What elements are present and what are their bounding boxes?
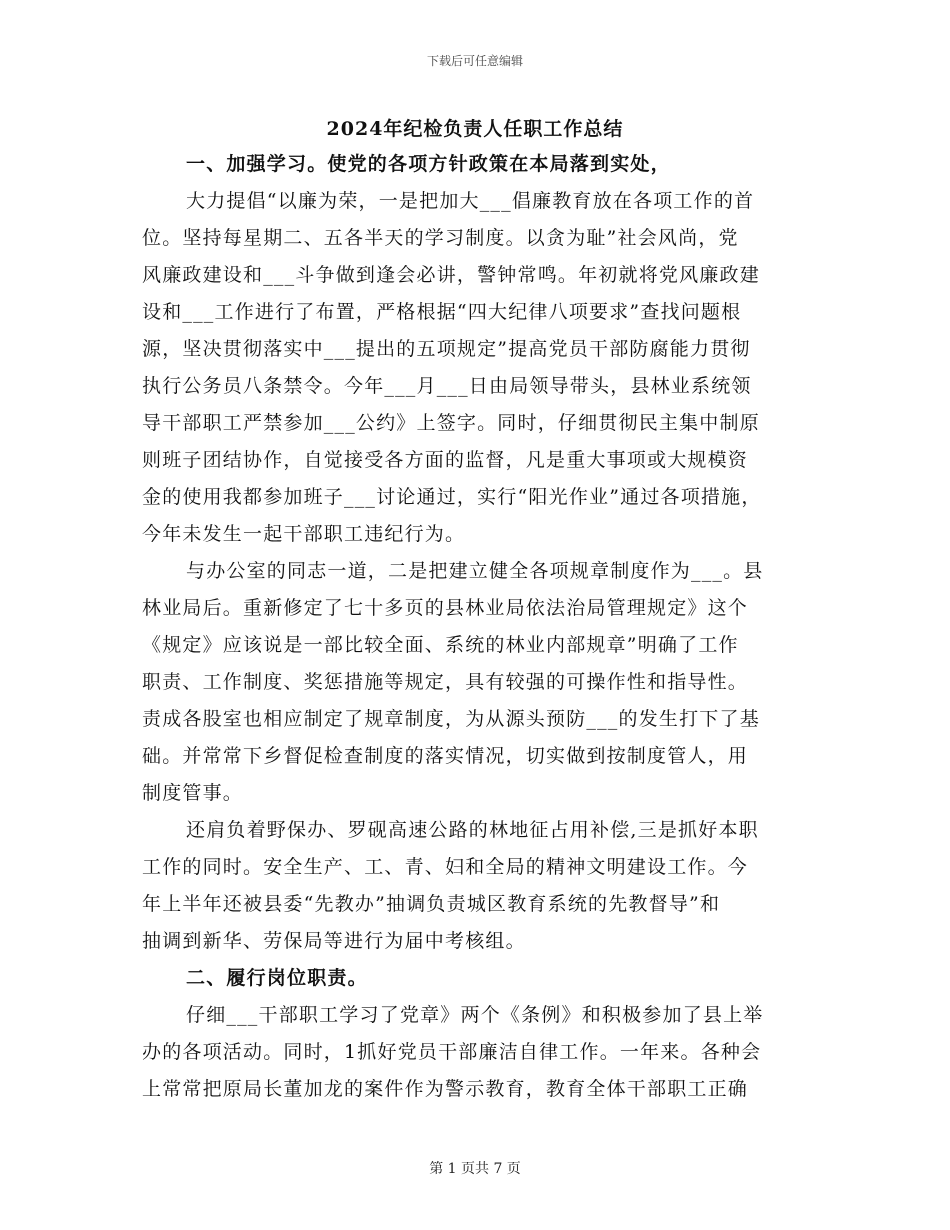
document-body <box>142 146 812 1108</box>
body-text-line: 执行公务员八条禁令。今年___月___日由局领导带头，县林业系统领 <box>142 375 752 397</box>
body-text-line: 责成各股室也相应制定了规章制度，为从源头预防___的发生打下了基 <box>142 708 760 730</box>
body-text-line: 源，坚决贯彻落实中___提出的五项规定”提高党员干部防腐能力贯彻 <box>142 338 751 360</box>
body-text-line: 风廉政建设和___斗争做到逢会必讲，警钟常鸣。年初就将党风廉政建 <box>142 264 760 286</box>
body-text-line: 还肩负着野保办、罗砚高速公路的林地征占用补偿,三是抓好本职 <box>186 819 759 841</box>
body-text-line: 位。坚持每星期二、五各半天的学习制度。以贪为耻”社会风尚，党 <box>142 227 739 249</box>
section-heading: 二、履行岗位职责。 <box>186 967 368 989</box>
section-heading: 一、加强学习。使党的各项方针政策在本局落到实处， <box>186 153 671 175</box>
document-title: 2024年纪检负责人任职工作总结 <box>326 118 624 140</box>
page-footer: 第 1 页共 7 页 <box>429 1161 521 1177</box>
body-text-line: 导干部职工严禁参加___公约》上签字。同时，仔细贯彻民主集中制原 <box>142 412 760 434</box>
body-text-line: 设和___工作进行了布置，严格根据“四大纪律八项要求”查找问题根 <box>142 301 742 323</box>
body-text-line: 仔细___干部职工学习了党章》两个《条例》和积极参加了县上举 <box>186 1004 764 1026</box>
body-text-line: 工作的同时。安全生产、工、青、妇和全局的精神文明建设工作。今 <box>142 856 749 878</box>
body-text-line: 则班子团结协作，自觉接受各方面的监督，凡是重大事项或大规模资 <box>142 449 749 471</box>
header-note: 下载后可任意编辑 <box>426 54 523 68</box>
body-text-line: 础。并常常下乡督促检查制度的落实情况，切实做到按制度管人，用 <box>142 745 749 767</box>
body-text-line: 金的使用我都参加班子___讨论通过，实行“阳光作业”通过各项措施， <box>142 486 762 508</box>
body-text-line: 今年未发生一起干部职工违纪行为。 <box>142 523 466 545</box>
body-text-line: 大力提倡“以廉为荣，一是把加大___倡廉教育放在各项工作的首 <box>186 190 755 212</box>
body-text-line: 林业局后。重新修定了七十多页的县林业局依法治局管理规定》这个 <box>142 597 749 619</box>
body-text-line: 职责、工作制度、奖惩措施等规定，具有较强的可操作性和指导性。 <box>142 671 749 693</box>
body-text-line: 上常常把原局长董加龙的案件作为警示教育，教育全体干部职工正确 <box>142 1078 749 1100</box>
body-text-line: 《规定》应该说是一部比较全面、系统的林业内部规章”明确了工作 <box>142 634 739 656</box>
body-text-line: 年上半年还被县委“先教办”抽调负责城区教育系统的先教督导”和 <box>142 893 721 915</box>
body-text-line: 与办公室的同志一道，二是把建立健全各项规章制度作为___。县 <box>186 560 764 582</box>
body-text-line: 办的各项活动。同时，1抓好党员干部廉洁自律工作。一年来。各种会 <box>142 1041 762 1063</box>
body-text-line: 抽调到新华、劳保局等进行为届中考核组。 <box>142 930 526 952</box>
body-text-line: 制度管事。 <box>142 782 244 804</box>
